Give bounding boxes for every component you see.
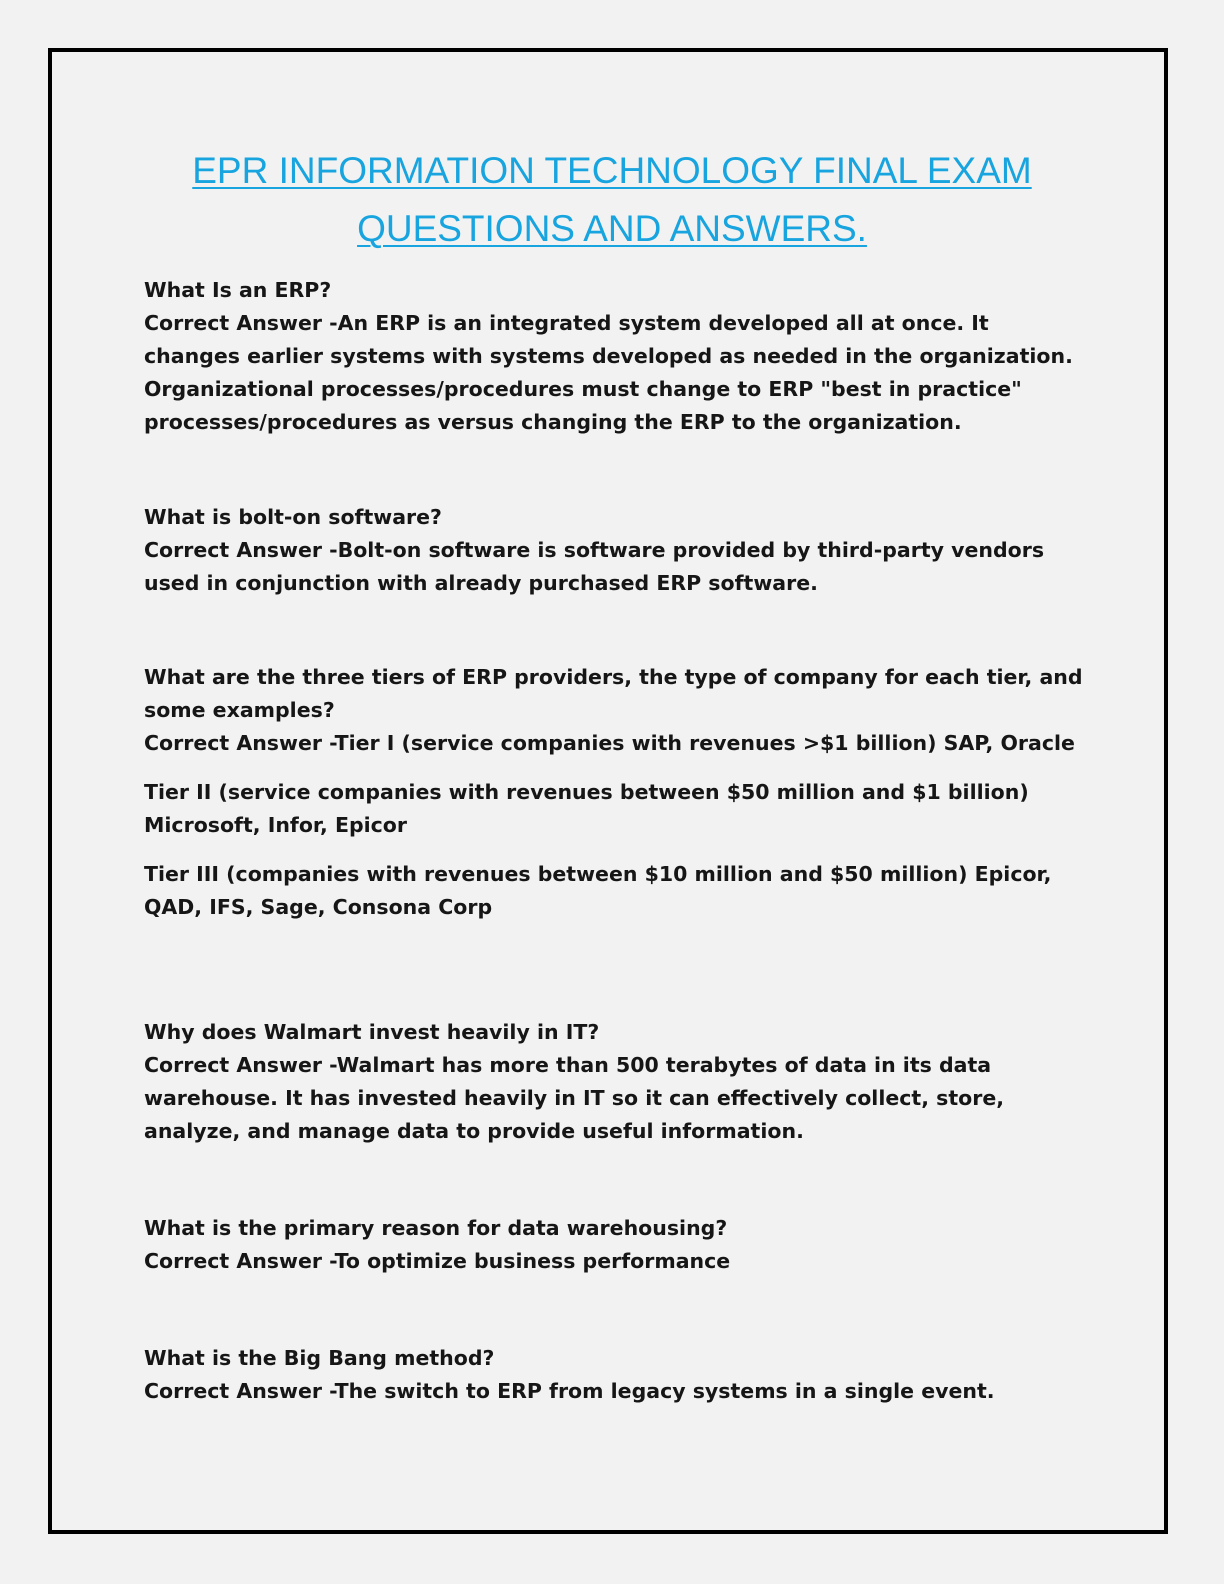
answer: Correct Answer -An ERP is an integrated system developed all at once. It changes earlier systems with systems developed as needed in the organization. Organizational processes/procedures must change to ERP "best in practice" processes/procedures as versus changing the ERP to the organization. — [144, 311, 1073, 434]
qa-block-4 — [144, 1016, 1084, 1148]
answer: Correct Answer -Bolt-on software is software provided by third-party vendors used in conjunction with already purchased ERP software. — [144, 538, 1045, 595]
question: What Is an ERP? — [144, 278, 332, 302]
question: What is the Big Bang method? — [144, 1346, 495, 1370]
question: What are the three tiers of ERP providers, the type of company for each tier, and some examples? — [144, 665, 1083, 722]
answer: Correct Answer -Tier I (service companies with revenues >$1 billion) SAP, Oracle — [144, 731, 1075, 755]
answer-continued: Tier III (companies with revenues between $10 million and $50 million) Epicor, QAD, IFS, Sage, Consona Corp — [144, 862, 1052, 919]
title-line-1: EPR INFORMATION TECHNOLOGY FINAL EXAM — [192, 150, 1032, 191]
answer: Correct Answer -Walmart has more than 500 terabytes of data in its data warehouse. It has invested heavily in IT so it can effectively collect, store, analyze, and manage data to provide useful information. — [144, 1053, 1005, 1143]
qa-block-3 — [144, 661, 1084, 924]
answer-continued: Tier II (service companies with revenues between $50 million and $1 billion) Microsoft, Infor, Epicor — [144, 780, 1029, 837]
title-line-2: QUESTIONS AND ANSWERS. — [357, 208, 867, 249]
qa-block-1 — [144, 274, 1084, 439]
question: Why does Walmart invest heavily in IT? — [144, 1020, 600, 1044]
document-title — [48, 142, 1176, 258]
qa-block-5 — [144, 1212, 1084, 1278]
qa-block-6 — [144, 1342, 1084, 1408]
question: What is bolt-on software? — [144, 505, 442, 529]
qa-block-2 — [144, 501, 1084, 600]
answer: Correct Answer -To optimize business performance — [144, 1249, 731, 1273]
answer: Correct Answer -The switch to ERP from legacy systems in a single event. — [144, 1379, 995, 1403]
question: What is the primary reason for data warehousing? — [144, 1216, 728, 1240]
